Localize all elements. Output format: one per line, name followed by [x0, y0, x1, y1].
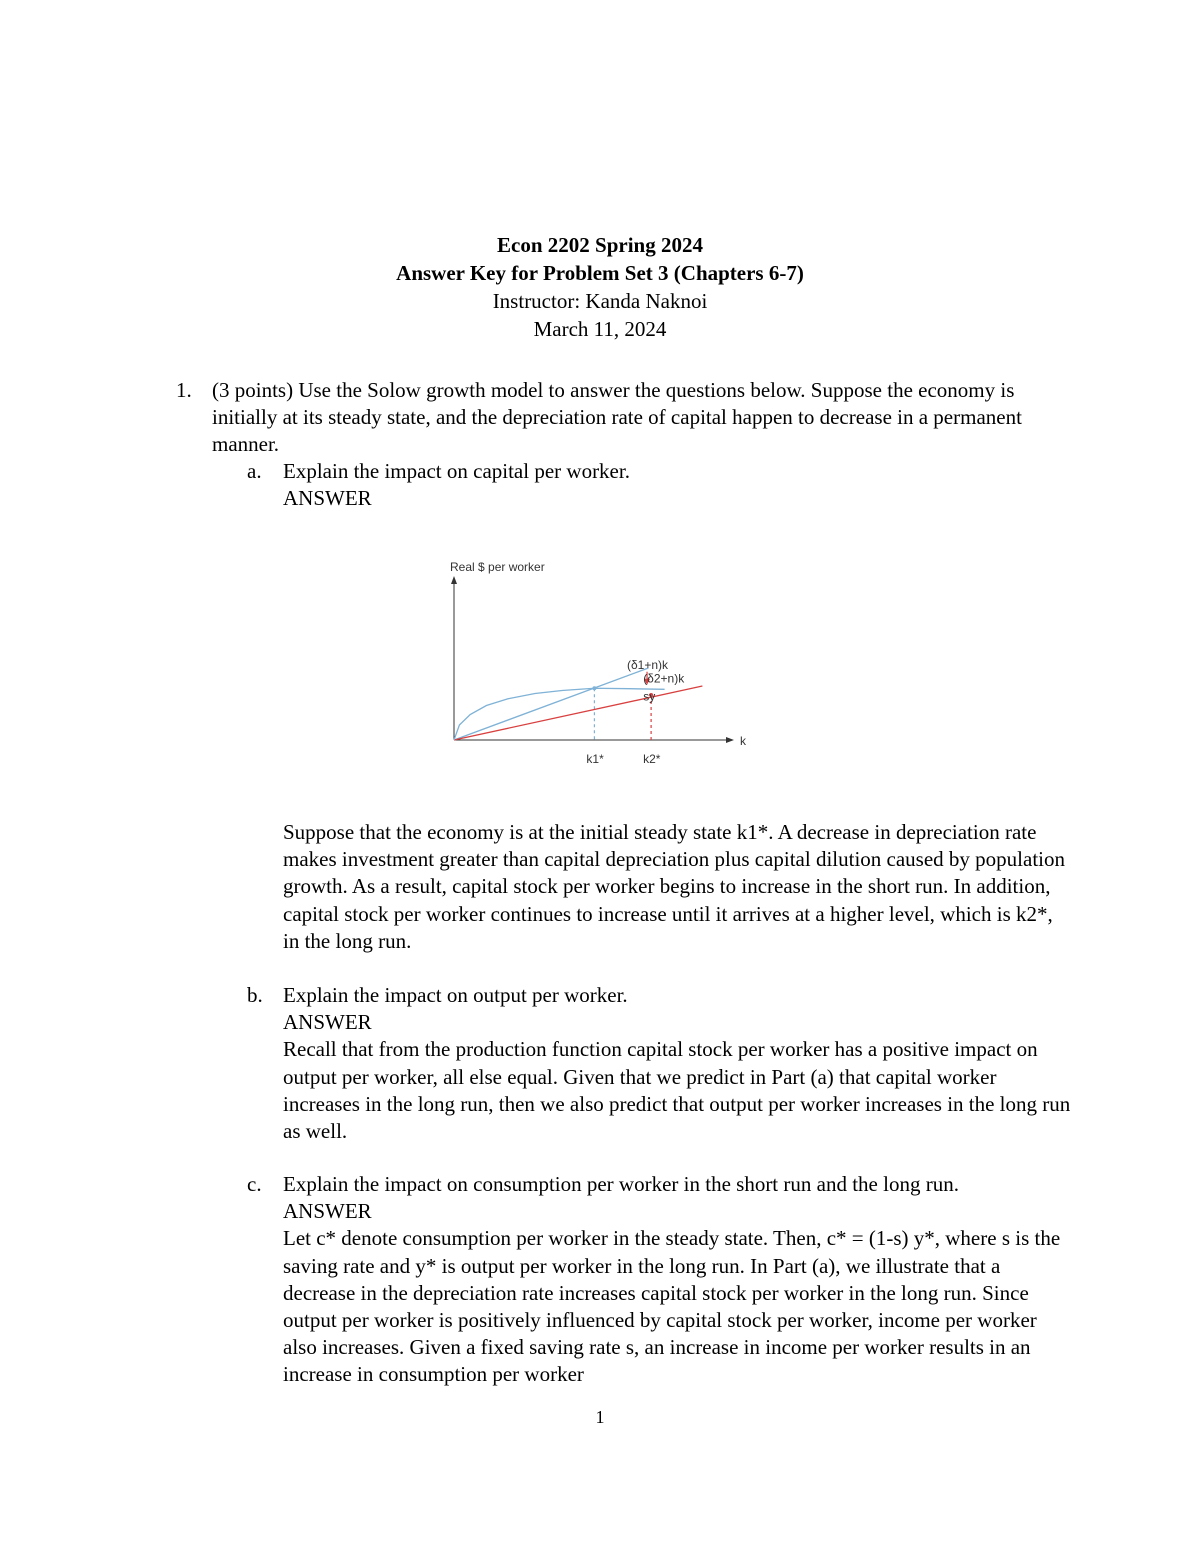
part-answer: Recall that from the production function capital stock per worker has a positive impact on output per worker, all else equal. Given that we predict in Part (a) that capital worker increases in the long run, then we also predict that output per worker increases in the long run as well. [283, 1037, 1071, 1144]
date-line: March 11, 2024 [533, 317, 667, 341]
answer-label: ANSWER [283, 1199, 372, 1224]
series-line-3 [454, 688, 665, 740]
curve-label-2: (δ2+n)k [643, 671, 685, 686]
instructor-line: Instructor: Kanda Naknoi [492, 289, 708, 313]
question-text: (3 points) Use the Solow growth model to answer the questions below. Suppose the economy is initially at its steady state, and the depreciation rate of capital happen to decrease in a permanent manner. [212, 378, 1022, 457]
curve-label-1: (δ1+n)k [627, 658, 669, 672]
part-letter: a. [247, 459, 262, 483]
y-axis-label: Real $ per worker [450, 560, 545, 574]
part-a-answer: Suppose that the economy is at the initial steady state k1*. A decrease in depreciation rate makes investment greater than capital depreciation plus capital dilution caused by population growth. As a result, capital stock per worker begins to increase in the short run. In addition, capital stock per worker continues to increase until it arrives at a higher level, which is k2*, in the long run. [283, 820, 1066, 953]
x-axis-arrow [726, 737, 734, 743]
part-letter: c. [247, 1172, 262, 1196]
x-axis-label: k [740, 734, 746, 748]
document-title: Answer Key for Problem Set 3 (Chapters 6-7) [396, 261, 804, 285]
part-prompt: Explain the impact on capital per worker. [283, 459, 630, 483]
answer-label: ANSWER [283, 1010, 372, 1035]
steady-state-label-1: k1* [586, 752, 604, 766]
page-number: 1 [595, 1407, 605, 1427]
answer-label: ANSWER [283, 486, 372, 511]
part-letter: b. [247, 983, 263, 1007]
solow-chart [440, 552, 760, 774]
part-answer: Let c* denote consumption per worker in the steady state. Then, c* = (1-s) y*, where s is the saving rate and y* is output per worker in the long run. In Part (a), we illustrate that a decrease in the depreciation rate increases capital stock per worker in the long run. Since output per worker is positively influenced by capital stock per worker, income per worker also increases. Given a fixed saving rate s, an increase in income per worker results in an increase in consumption per worker [283, 1226, 1061, 1387]
question-number: 1. [176, 378, 192, 402]
part-prompt: Explain the impact on consumption per worker in the short run and the long run. [283, 1172, 959, 1196]
steady-state-point-1 [592, 686, 596, 690]
part-prompt: Explain the impact on output per worker. [283, 983, 628, 1007]
document-header [0, 231, 1200, 343]
course-title: Econ 2202 Spring 2024 [497, 233, 703, 257]
curve-label-3: sy [643, 689, 656, 704]
steady-state-label-2: k2* [643, 752, 661, 766]
y-axis-arrow [451, 576, 457, 584]
